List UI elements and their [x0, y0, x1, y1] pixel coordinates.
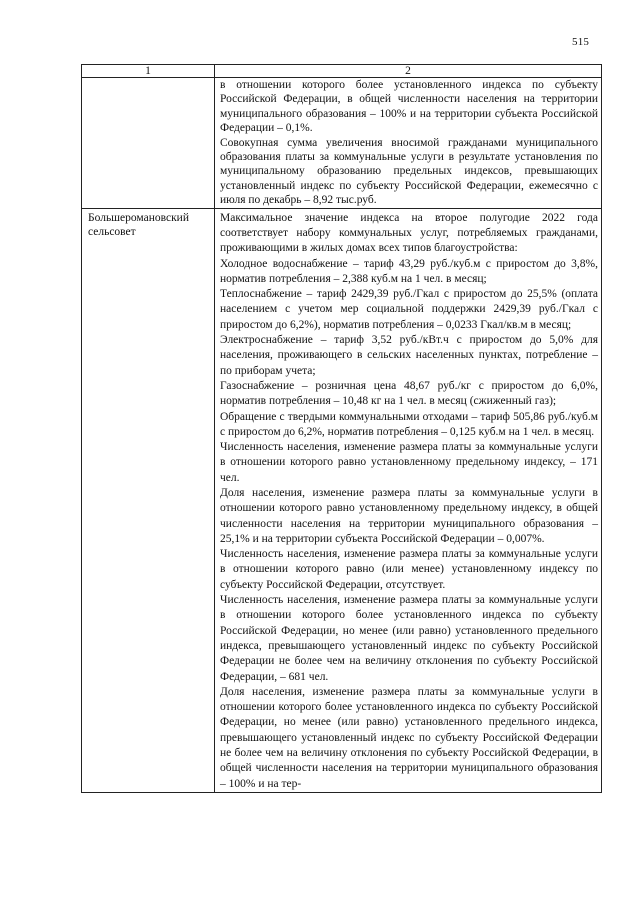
text-paragraph: Доля населения, изменение размера платы за коммунальные услуги в отношении которого равно установленному предельному индексу, в общей численности населения на территории муниципального образования – 25,1% и на территории субъекта Российской Федерации – 0,007%.	[220, 487, 598, 545]
page-number: 515	[572, 36, 590, 48]
text-paragraph: Холодное водоснабжение – тариф 43,29 руб./куб.м с приростом до 3,8%, норматив потребления – 2,388 куб.м на 1 чел. в месяц;	[220, 257, 598, 285]
text-paragraph: Максимальное значение индекса на второе полугодие 2022 года соответствует набору коммунальных услуг, потребляемых гражданами, проживающими в жилых домах всех типов благоустройства:	[220, 211, 598, 255]
text-paragraph: в отношении которого более установленного индекса по субъекту Российской Федерации, в общей численности населения на территории муниципального образования – 100% и на территории субъекта Российской Федерации – 0,1%.	[220, 79, 598, 135]
column-header-2: 2	[215, 65, 602, 78]
text-paragraph: Электроснабжение – тариф 3,52 руб./кВт.ч с приростом до 5,0% для населения, проживающего в сельских населенных пунктах, потребление – по приборам учета;	[220, 334, 598, 377]
continuation-text-cell	[215, 78, 602, 209]
text-paragraph: Численность населения, изменение размера платы за коммунальные услуги в отношении которого более установленного индекса по субъекту Российской Федерации, но менее (или равно) установленного предельного индекса, превышающего установленный индекс по субъекту Российской Федерации не более чем на величину отклонения по субъекту Российской Федерации, – 681 чел.	[220, 594, 598, 683]
text-paragraph: Обращение с твердыми коммунальными отходами – тариф 505,86 руб./куб.м с приростом до 6,2%, норматив потребления – 0,125 куб.м на 1 чел. в месяц.	[220, 410, 598, 438]
data-table	[81, 64, 602, 793]
text-paragraph: Теплоснабжение – тариф 2429,39 руб./Гкал с приростом до 25,5% (оплата населением с учетом мер социальной поддержки 2429,39 руб./Гкал с приростом до 6,2%), норматив потребления – 0,0233 Гкал/кв.м в месяц;	[220, 288, 598, 331]
column-header-1: 1	[82, 65, 215, 78]
text-paragraph: Совокупная сумма увеличения вносимой гражданами муниципального образования платы за коммунальные услуги в результате установления по муниципальному образованию предельных индексов, превышающих установленный индекс по субъекту Российской Федерации, ежемесячно с июля по декабрь – 8,92 тыс.руб.	[220, 136, 598, 207]
text-paragraph: Доля населения, изменение размера платы за коммунальные услуги в отношении которого более установленного индекса по субъекту Российской Федерации, но менее (или равно) установленного предельного индекса, превышающего установленный индекс по субъекту Российской Федерации не более чем на величину отклонения по субъекту Российской Федерации, в общей численности населения на территории муниципального образования – 100% и на тер-	[220, 685, 598, 790]
text-paragraph: Численность населения, изменение размера платы за коммунальные услуги в отношении которого равно установленному предельному индексу, – 171 чел.	[220, 441, 598, 484]
table-row-continuation	[82, 78, 602, 209]
text-paragraph: Газоснабжение – розничная цена 48,67 руб./кг с приростом до 6,0%, норматив потребления – 10,48 кг на 1 чел. в месяц (сжиженный газ);	[220, 379, 598, 408]
municipality-name-cell: Большеромановский сельсовет	[82, 208, 215, 792]
continuation-name-cell	[82, 78, 215, 209]
text-paragraph: Численность населения, изменение размера платы за коммунальные услуги в отношении которого равно (или менее) установленному индексу по субъекту Российской Федерации, отсутствует.	[220, 548, 598, 591]
table-header-row	[82, 65, 602, 78]
table-row-entry	[82, 208, 602, 792]
entry-text-cell	[215, 208, 602, 792]
